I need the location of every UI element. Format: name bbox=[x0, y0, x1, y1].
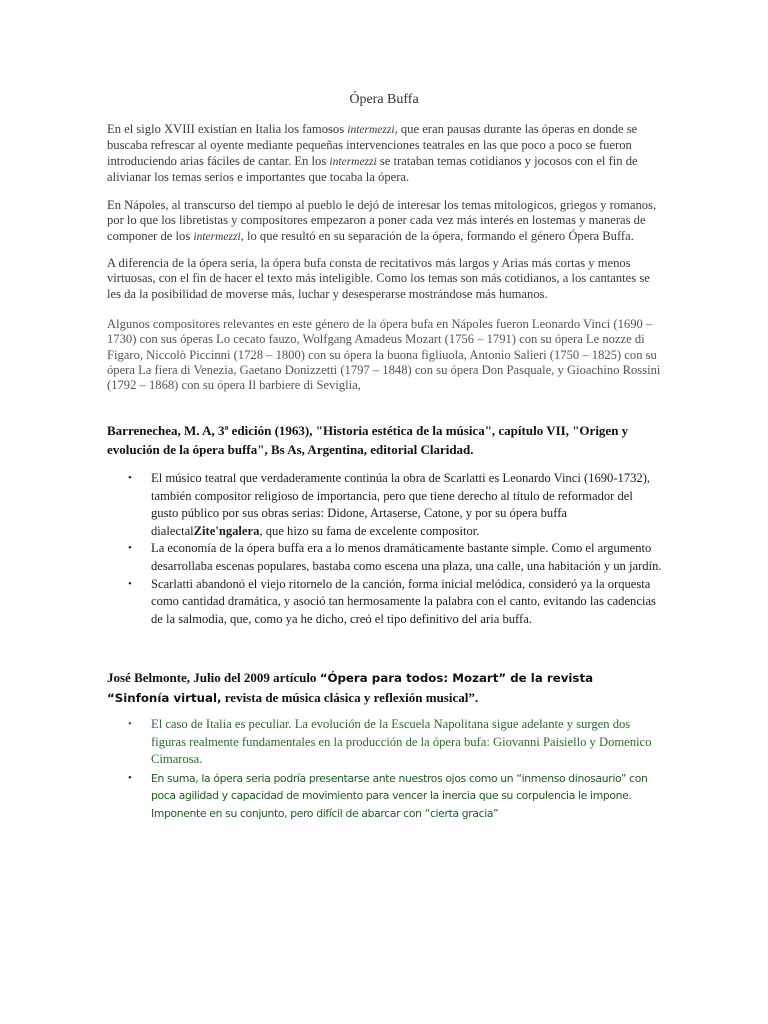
list-item bbox=[128, 716, 663, 769]
bold-term: Zite'ngalera bbox=[193, 523, 260, 538]
bullet-icon: • bbox=[128, 718, 132, 730]
text-run: , lo que resultó en su separación de la ópera, formando el género Ópera Buffa. bbox=[240, 228, 634, 243]
paragraph-intermezzi bbox=[107, 122, 662, 185]
text-run: En suma, la ópera seria podría presentarse ante nuestros ojos como un “inmenso dinosaurio” con poca agilidad y capacidad de movimiento para vencer la inercia que su corpulencia le impone. Imponente en su conjunto, pero difícil de abarcar con “cierta gracia” bbox=[151, 771, 648, 820]
text-run: Scarlatti abandonó el viejo ritornelo de la canción, forma inicial melódica, consideró ya la orquesta como cantidad dramática, y asoció tan hermosamente la palabra con el canto, evitando las cadencias de la salmodia, que, como ya he dicho, creó el tipo definitivo del aria buffa. bbox=[151, 576, 656, 626]
list-item bbox=[128, 770, 663, 823]
bullet-icon: • bbox=[128, 542, 132, 555]
text-run: “Ópera para todos: Mozart” de la revista “Sinfonía virtual, bbox=[107, 671, 594, 705]
text-run: La economía de la ópera buffa era a lo menos dramáticamente bastante simple. Como el argumento desarrollaba escenas populares, bastaba como escena una plaza, una calle, una habitación y un jardín. bbox=[151, 541, 662, 573]
bullet-icon: • bbox=[128, 771, 132, 784]
paragraph-napoles bbox=[107, 198, 662, 245]
text-run: , que eran pausas durante las óperas en donde se buscaba refrescar al oyente mediante pequeñas intervenciones teatrales en las que poco a poco se fueron introduciendo arias fáciles de cantar. En los bbox=[107, 122, 638, 168]
reference-barrenechea: Barrenechea, M. A, 3ª edición (1963), "Historia estética de la música", capítulo VII, "Origen y evolución de la ópera buffa", Bs As, Argentina, editorial Claridad. bbox=[107, 423, 629, 457]
text-run: En Nápoles, al transcurso del tiempo al pueblo le dejó de interesar los temas mitologicos, griegos y romanos, por lo que los libretistas y compositores empezaron a poner cada vez más interés en lostemas y maneras de componer de los bbox=[107, 198, 657, 243]
list-item bbox=[128, 576, 663, 629]
bullet-list-belmonte bbox=[128, 716, 663, 822]
paragraph-compositores: Algunos compositores relevantes en este género de la ópera bufa en Nápoles fueron Leonardo Vinci (1690 – 1730) con sus óperas Lo cecato fauzo, Wolfgang Amadeus Mozart (1756 – 1791) con su ópera Le nozze di Figaro, Niccolò Piccinni (1728 – 1800) con su ópera la buona figliuola, Antonio Salieri (1750 – 1825) con su ópera La fiera di Venezia, Gaetano Donizzetti (1797 – 1848) con su ópera Don Pasquale, y Gioachino Rossini (1792 – 1868) con su ópera Il barbiere di Seviglia, bbox=[107, 317, 661, 393]
text-run: El caso de Italia es peculiar. La evolución de la Escuela Napolitana sigue adelante y surgen dos figuras realmente fundamentales en la producción de la ópera bufa: Giovanni Paisiello y Domenico Cimarosa. bbox=[151, 717, 652, 767]
italic-term: intermezzi bbox=[347, 124, 395, 136]
document-title: Ópera Buffa bbox=[349, 92, 419, 107]
list-item bbox=[128, 540, 663, 575]
italic-term: intermezzi bbox=[193, 230, 241, 243]
bullet-icon: • bbox=[128, 577, 132, 590]
list-item bbox=[128, 470, 663, 540]
text-run: revista de música clásica y reflexión musical”. bbox=[221, 690, 479, 705]
text-run: , que hizo su fama de excelente compositor. bbox=[259, 523, 480, 538]
reference-belmonte bbox=[107, 668, 657, 708]
text-run: En el siglo XVIII existían en Italia los famosos bbox=[107, 122, 348, 136]
text-run: El músico teatral que verdaderamente continúa la obra de Scarlatti es Leonardo Vinci (1690-1732), también compositor religioso de importancia, pero que tiene derecho al título de reformador del gusto público por sus obras serias: Didone, Artaserse, Catone, y por su ópera buffa dialectal bbox=[151, 471, 651, 538]
bullet-icon: • bbox=[128, 472, 132, 484]
bullet-list-barrenechea bbox=[128, 470, 663, 628]
text-run: se trataban temas cotidianos y jocosos con el fin de alivianar los temas serios e importantes que tocaba la ópera. bbox=[107, 153, 638, 184]
paragraph-diferencia: A diferencia de la ópera seria, la ópera bufa consta de recitativos más largos y Arias más cortas y menos virtuosas, con el fin de hacer el texto más inteligible. Como los temas son más cotidianos, a los cantantes se les da la posibilidad de moverse más, luchar y desesperarse mostrándose más humanos. bbox=[107, 256, 650, 301]
text-run: José Belmonte, Julio del 2009 artículo bbox=[107, 670, 320, 685]
italic-term: intermezzi bbox=[329, 155, 377, 168]
